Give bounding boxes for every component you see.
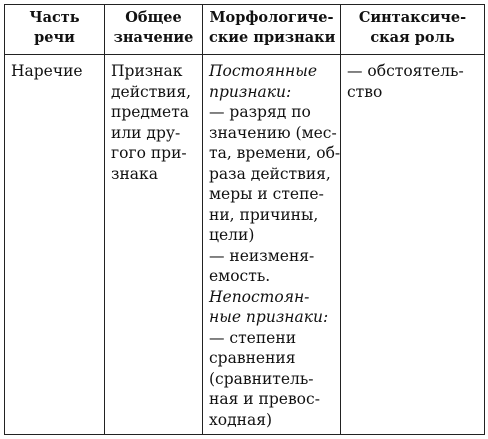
- morph-line: ни, причины,: [209, 205, 319, 224]
- morph-line: раза действия,: [209, 164, 331, 183]
- header-part-of-speech: Часть речи: [5, 5, 105, 55]
- morph-line: — степени: [209, 328, 297, 347]
- morph-line: — неизменя-: [209, 246, 315, 265]
- table-row: [5, 55, 485, 435]
- morph-line: емость.: [209, 267, 271, 285]
- cell-morphological-features: [203, 55, 341, 435]
- header-syntactic-role: Синтаксиче- ская роль: [341, 5, 485, 55]
- morph-line: — разряд по: [209, 103, 311, 121]
- cell-part-of-speech: Наречие: [5, 55, 105, 435]
- morph-line: признаки:: [209, 82, 292, 101]
- cell-syntactic-role: — обстоятель- ство: [341, 55, 485, 435]
- morph-line: (сравнитель-: [209, 369, 314, 388]
- header-row: [5, 5, 485, 55]
- header-general-meaning: Общее значение: [105, 5, 203, 55]
- morph-line: Постоянные: [209, 62, 318, 80]
- morph-line: ная и превос-: [209, 390, 320, 408]
- morph-line: сравнения: [209, 349, 296, 367]
- grammar-table: [4, 4, 485, 435]
- morph-line: ные признаки:: [209, 308, 329, 326]
- morph-line: значению (мес-: [209, 123, 337, 142]
- morph-line: та, времени, об-: [209, 144, 341, 162]
- cell-general-meaning: Признак действия, предмета или дру- гого при- знака: [105, 55, 203, 435]
- morph-line: цели): [209, 226, 255, 244]
- morph-line: меры и степе-: [209, 185, 324, 203]
- morph-line: Непостоян-: [209, 287, 310, 306]
- morph-line: ходная): [209, 410, 273, 429]
- header-morphological-features: Морфологиче- ские признаки: [203, 5, 341, 55]
